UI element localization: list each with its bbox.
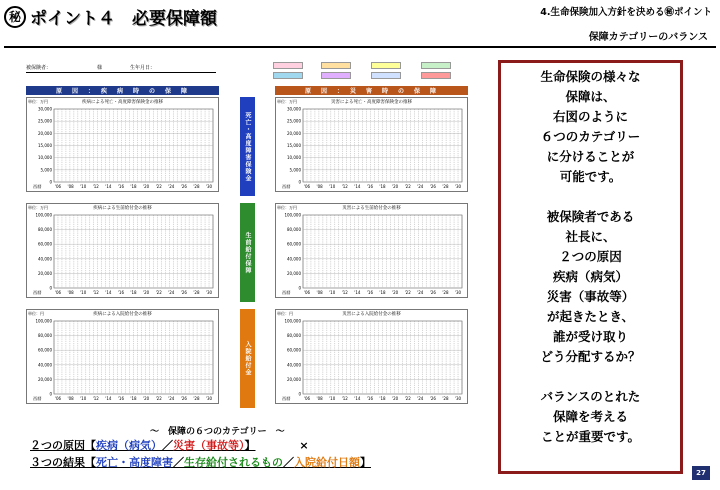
- x-tick-label: '16: [117, 290, 125, 295]
- y-tick-label: 100,000: [35, 318, 52, 324]
- note-paragraph-3: [507, 387, 674, 447]
- results-label: ３つの結果【: [30, 456, 96, 469]
- x-tick-label: '20: [142, 290, 150, 295]
- y-tick-label: 20,000: [287, 270, 301, 276]
- chart-title: 疾病による死亡・高度障害保険金の推移: [82, 100, 163, 105]
- chart-disaster-hospital: [275, 309, 468, 404]
- y-tick-label: 100,000: [35, 212, 52, 218]
- y-tick-label: 10,000: [38, 155, 52, 161]
- y-tick-label: 30,000: [287, 106, 301, 112]
- x-tick-label: '18: [130, 290, 137, 295]
- note-line: 可能です。: [559, 169, 622, 184]
- y-tick-label: 80,000: [287, 227, 301, 233]
- chart-grid: [276, 204, 469, 299]
- page-number: 27: [692, 466, 710, 480]
- x-tick-label: '08: [316, 396, 323, 401]
- x-tick-label: '08: [67, 290, 74, 295]
- x-tick-label: '26: [180, 290, 187, 295]
- chart-grid: [27, 310, 220, 405]
- x-tick-label: '26: [429, 184, 436, 189]
- results-line: [30, 454, 371, 470]
- x-tick-label: '14: [354, 290, 361, 295]
- x-tick-label: '08: [316, 184, 323, 189]
- chart-unit: 単位：万円: [277, 99, 297, 104]
- x-tick-label: '14: [105, 290, 112, 295]
- x-tick-label: '06: [303, 184, 311, 189]
- header-divider: [4, 46, 716, 48]
- x-tick-label: '26: [180, 396, 187, 401]
- x-tick-label: '16: [366, 396, 374, 401]
- note-line: が起きたとき、: [546, 309, 634, 324]
- x-tick-label: '18: [379, 290, 386, 295]
- x-tick-label: '14: [354, 396, 361, 401]
- note-line: 社長に、: [565, 229, 616, 244]
- x-tick-label: '10: [329, 184, 336, 189]
- x-tick-label: '06: [303, 396, 311, 401]
- x-tick-label: '26: [180, 184, 187, 189]
- y-tick-label: 60,000: [38, 347, 52, 353]
- x-tick-label: '16: [366, 290, 374, 295]
- note-line: 保障は、: [565, 89, 616, 104]
- x-tick-label: '12: [341, 290, 348, 295]
- y-tick-label: 20,000: [287, 376, 301, 382]
- page-title: ポイント４ 必要保障額: [30, 9, 217, 29]
- y-tick-label: 40,000: [287, 362, 301, 368]
- x-axis-label: 西暦: [33, 396, 42, 401]
- x-tick-label: '06: [54, 184, 62, 189]
- x-tick-label: '28: [442, 290, 449, 295]
- x-tick-label: '30: [454, 290, 462, 295]
- chart-grid: [276, 310, 469, 405]
- disaster-header: 原 因 ： 災 害 時 の 保 障: [275, 86, 468, 95]
- birth-label: 生年月日：: [130, 65, 156, 71]
- y-tick-label: 60,000: [38, 241, 52, 247]
- note-line: 保障を考える: [552, 409, 628, 424]
- x-tick-label: '22: [155, 184, 162, 189]
- x-tick-label: '22: [155, 396, 162, 401]
- y-tick-label: 0: [298, 285, 301, 291]
- y-tick-label: 0: [49, 179, 52, 185]
- y-tick-label: 5,000: [289, 167, 301, 173]
- y-tick-label: 10,000: [287, 155, 301, 161]
- x-tick-label: '18: [379, 396, 386, 401]
- cause-illness: 疾病（病気）: [96, 439, 162, 452]
- result-hospital: 入院給付日額: [294, 456, 360, 469]
- note-line: 疾病（病気）: [552, 269, 628, 284]
- result-living: 生存給付されるもの: [184, 456, 283, 469]
- times-sign: ×: [299, 439, 309, 452]
- x-tick-label: '18: [130, 184, 137, 189]
- y-tick-label: 0: [298, 179, 301, 185]
- note-line: バランスのとれた: [540, 389, 641, 404]
- x-tick-label: '26: [429, 396, 436, 401]
- x-tick-label: '10: [80, 290, 87, 295]
- x-tick-label: '08: [316, 290, 323, 295]
- chart-grid: [276, 98, 469, 193]
- honorific: 様: [97, 65, 103, 71]
- legend-swatches: [271, 60, 471, 82]
- x-tick-label: '30: [205, 396, 213, 401]
- x-tick-label: '10: [80, 184, 87, 189]
- note-line: ２つの原因: [559, 249, 622, 264]
- x-tick-label: '12: [92, 290, 99, 295]
- illness-header: 原 因 ： 疾 病 時 の 保 障: [26, 86, 219, 95]
- chart-title: 災害による生前給付金の推移: [342, 206, 401, 211]
- y-tick-label: 80,000: [38, 227, 52, 233]
- legend-swatch: [371, 72, 401, 79]
- y-tick-label: 15,000: [38, 143, 52, 148]
- x-tick-label: '24: [168, 184, 175, 189]
- chart-title: 疾病による生前給付金の推移: [93, 206, 152, 211]
- x-tick-label: '14: [354, 184, 361, 189]
- page-subtitle: 保障カテゴリーのバランス: [588, 32, 708, 43]
- x-tick-label: '20: [142, 396, 150, 401]
- x-tick-label: '06: [303, 290, 311, 295]
- chart-unit: 単位：万円: [28, 205, 48, 210]
- x-axis-label: 西暦: [282, 396, 291, 401]
- x-tick-label: '30: [454, 396, 462, 401]
- x-tick-label: '28: [442, 396, 449, 401]
- y-tick-label: 0: [49, 285, 52, 291]
- legend-swatch: [321, 72, 351, 79]
- causes-label: ２つの原因【: [30, 439, 96, 452]
- x-tick-label: '30: [454, 184, 462, 189]
- y-tick-label: 20,000: [38, 376, 52, 382]
- x-tick-label: '22: [155, 290, 162, 295]
- note-line: どう分配するか？: [540, 349, 641, 364]
- bracket-close: 】: [360, 456, 371, 469]
- y-tick-label: 60,000: [287, 347, 301, 353]
- x-tick-label: '20: [391, 290, 399, 295]
- x-tick-label: '24: [168, 290, 175, 295]
- x-axis-label: 西暦: [33, 184, 42, 189]
- x-tick-label: '24: [417, 290, 424, 295]
- label-living-benefit: 生前給付保障: [240, 203, 255, 302]
- y-tick-label: 20,000: [38, 130, 52, 136]
- x-tick-label: '14: [105, 396, 112, 401]
- label-hospital-benefit: 入院給付金: [240, 309, 255, 408]
- note-line: ことが重要です。: [540, 429, 640, 444]
- x-tick-label: '12: [92, 184, 99, 189]
- x-tick-label: '08: [67, 184, 74, 189]
- caption-title: ～ 保障の６つのカテゴリー ～: [150, 427, 285, 437]
- x-tick-label: '20: [391, 184, 399, 189]
- y-tick-label: 0: [298, 391, 301, 397]
- chart-title: 疾病による入院給付金の推移: [93, 312, 152, 317]
- x-tick-label: '30: [205, 184, 213, 189]
- chart-illness-living: [26, 203, 219, 298]
- y-tick-label: 60,000: [287, 241, 301, 247]
- x-tick-label: '14: [105, 184, 112, 189]
- chart-unit: 単位：万円: [277, 205, 297, 210]
- explanation-box: [498, 60, 683, 474]
- chart-grid: [27, 98, 220, 193]
- result-death: 死亡・高度障害: [96, 456, 173, 469]
- x-tick-label: '18: [130, 396, 137, 401]
- x-axis-label: 西暦: [282, 290, 291, 295]
- x-tick-label: '26: [429, 290, 436, 295]
- x-tick-label: '12: [341, 396, 348, 401]
- chart-unit: 単位：万円: [28, 99, 48, 104]
- x-tick-label: '08: [67, 396, 74, 401]
- note-line: に分けることが: [546, 149, 635, 164]
- chart-illness-death: [26, 97, 219, 192]
- x-axis-label: 西暦: [33, 290, 42, 295]
- note-line: 右図のように: [552, 109, 628, 124]
- y-tick-label: 100,000: [284, 318, 301, 324]
- y-tick-label: 40,000: [287, 256, 301, 262]
- insured-label: 被保険者：: [26, 65, 52, 71]
- note-line: ６つのカテゴリー: [540, 129, 641, 144]
- x-tick-label: '22: [404, 184, 411, 189]
- causes-line: [30, 437, 309, 453]
- legend-swatch: [421, 72, 451, 79]
- x-tick-label: '12: [92, 396, 99, 401]
- y-tick-label: 80,000: [38, 333, 52, 339]
- label-death-benefit: 死亡・高度障害保険金: [240, 97, 255, 196]
- chart-disaster-living: [275, 203, 468, 298]
- chart-disaster-death: [275, 97, 468, 192]
- x-tick-label: '10: [329, 290, 336, 295]
- y-tick-label: 20,000: [38, 270, 52, 276]
- x-tick-label: '28: [193, 290, 200, 295]
- x-tick-label: '22: [404, 396, 411, 401]
- y-tick-label: 40,000: [38, 256, 52, 262]
- x-tick-label: '16: [366, 184, 374, 189]
- x-tick-label: '28: [442, 184, 449, 189]
- x-tick-label: '30: [205, 290, 213, 295]
- x-tick-label: '28: [193, 184, 200, 189]
- x-tick-label: '06: [54, 290, 62, 295]
- chart-title: 災害による死亡・高度障害保険金の推移: [331, 100, 412, 105]
- chart-title: 災害による入院給付金の推移: [342, 312, 401, 317]
- y-tick-label: 5,000: [40, 167, 52, 173]
- insured-line: [26, 64, 216, 73]
- note-line: 被保険者である: [546, 209, 635, 224]
- x-tick-label: '10: [80, 396, 87, 401]
- separator: ／: [173, 456, 184, 469]
- y-tick-label: 25,000: [38, 118, 52, 124]
- y-tick-label: 80,000: [287, 333, 301, 339]
- x-tick-label: '06: [54, 396, 62, 401]
- x-tick-label: '24: [417, 184, 424, 189]
- y-tick-label: 20,000: [287, 130, 301, 136]
- x-tick-label: '20: [142, 184, 150, 189]
- y-tick-label: 100,000: [284, 212, 301, 218]
- legend-swatch: [321, 62, 351, 69]
- x-tick-label: '12: [341, 184, 348, 189]
- x-tick-label: '20: [391, 396, 399, 401]
- note-line: 生命保険の様々な: [540, 69, 641, 84]
- page-header: [4, 4, 217, 29]
- chart-grid: [27, 204, 220, 299]
- y-tick-label: 15,000: [287, 143, 301, 148]
- chart-unit: 単位：円: [28, 311, 44, 316]
- y-tick-label: 25,000: [287, 118, 301, 124]
- note-paragraph-1: [507, 67, 674, 187]
- legend-swatch: [421, 62, 451, 69]
- y-tick-label: 0: [49, 391, 52, 397]
- note-line: 誰が受け取り: [552, 329, 628, 344]
- x-tick-label: '22: [404, 290, 411, 295]
- legend-swatch: [273, 72, 303, 79]
- bracket-close: 】: [244, 439, 256, 452]
- y-tick-label: 40,000: [38, 362, 52, 368]
- section-title: 4.生命保険加入方針を決める㊙ポイント: [540, 7, 712, 18]
- x-tick-label: '24: [168, 396, 175, 401]
- secret-mark-icon: 秘: [4, 6, 26, 28]
- legend-swatch: [371, 62, 401, 69]
- note-paragraph-2: [507, 207, 674, 367]
- x-tick-label: '18: [379, 184, 386, 189]
- x-tick-label: '28: [193, 396, 200, 401]
- legend-swatch: [273, 62, 303, 69]
- chart-unit: 単位：円: [277, 311, 293, 316]
- y-tick-label: 30,000: [38, 106, 52, 112]
- separator: ／: [162, 439, 173, 452]
- x-tick-label: '16: [117, 184, 125, 189]
- x-tick-label: '24: [417, 396, 424, 401]
- note-line: 災害（事故等）: [546, 289, 635, 304]
- chart-illness-hospital: [26, 309, 219, 404]
- x-tick-label: '16: [117, 396, 125, 401]
- x-axis-label: 西暦: [282, 184, 291, 189]
- x-tick-label: '10: [329, 396, 336, 401]
- cause-disaster: 災害（事故等）: [173, 439, 245, 452]
- separator: ／: [283, 456, 294, 469]
